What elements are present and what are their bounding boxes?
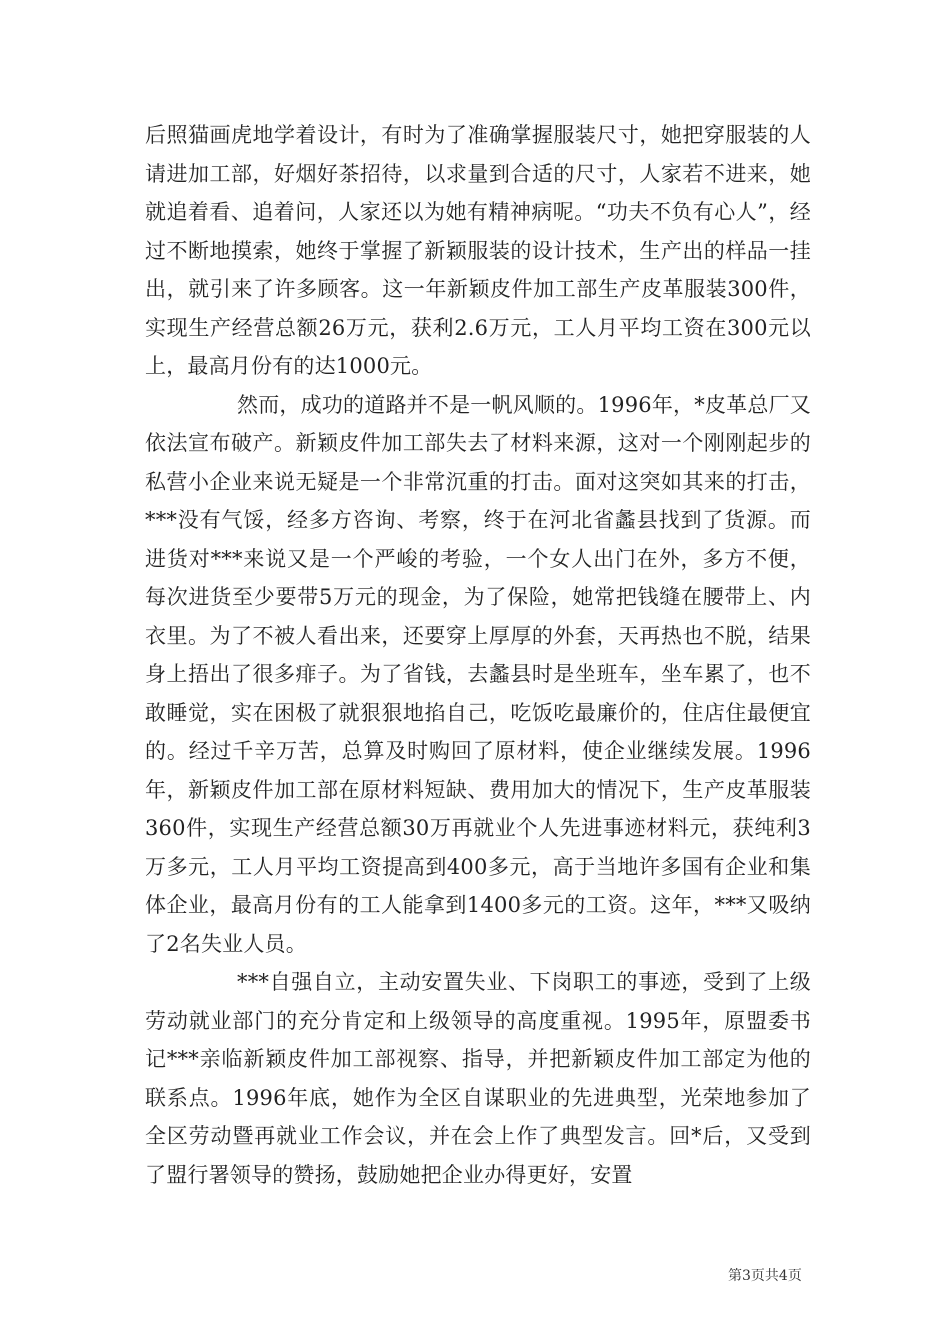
paragraph-3: ***自强自立，主动安置失业、下岗职工的事迹，受到了上级劳动就业部门的充分肯定和上级领导的高度重视。1995年，原盟委书记***亲临新颖皮件加工部视察、指导，并把新颖皮件加工部定为他的联系点。1996年底，她作为全区自谋职业的先进典型，光荣地参加了全区劳动暨再就业工作会议，并在会上作了典型发言。回*后，又受到了盟行署领导的赞扬，鼓励她把企业办得更好，安置: [145, 970, 811, 1187]
page-number-footer: 第3页共4页: [728, 1268, 802, 1284]
document-body: [145, 116, 811, 1194]
paragraph-2: 然而，成功的道路并不是一帆风顺的。1996年，*皮革总厂又依法宣布破产。新颖皮件加工部失去了材料来源，这对一个刚刚起步的私营小企业来说无疑是一个非常沉重的打击。面对这突如其来的打击，***没有气馁，经多方咨询、考察，终于在河北省蠡县找到了货源。而进货对***来说又是一个严峻的考验，一个女人出门在外，多方不便，每次进货至少要带5万元的现金，为了保险，她常把钱缝在腰带上、内衣里。为了不被人看出来，还要穿上厚厚的外套，天再热也不脱，结果身上捂出了很多痱子。为了省钱，去蠡县时是坐班车，坐车累了，也不敢睡觉，实在困极了就狠狠地掐自己，吃饭吃最廉价的，住店住最便宜的。经过千辛万苦，总算及时购回了原材料，使企业继续发展。1996年，新颖皮件加工部在原材料短缺、费用加大的情况下，生产皮革服装360件，实现生产经营总额30万再就业个人先进事迹材料元，获纯利3万多元，工人月平均工资提高到400多元，高于当地许多国有企业和集体企业，最高月份有的工人能拿到1400多元的工资。这年，***又吸纳了2名失业人员。: [145, 392, 811, 956]
paragraph-1: 后照猫画虎地学着设计，有时为了准确掌握服装尺寸，她把穿服装的人请进加工部，好烟好茶招待，以求量到合适的尺寸，人家若不进来，她就追着看、追着问，人家还以为她有精神病呢。“功夫不负有心人”，经过不断地摸索，她终于掌握了新颖服装的设计技术，生产出的样品一挂出，就引来了许多顾客。这一年新颖皮件加工部生产皮革服装300件，实现生产经营总额26万元，获利2.6万元，工人月平均工资在300元以上，最高月份有的达1000元。: [145, 123, 811, 378]
